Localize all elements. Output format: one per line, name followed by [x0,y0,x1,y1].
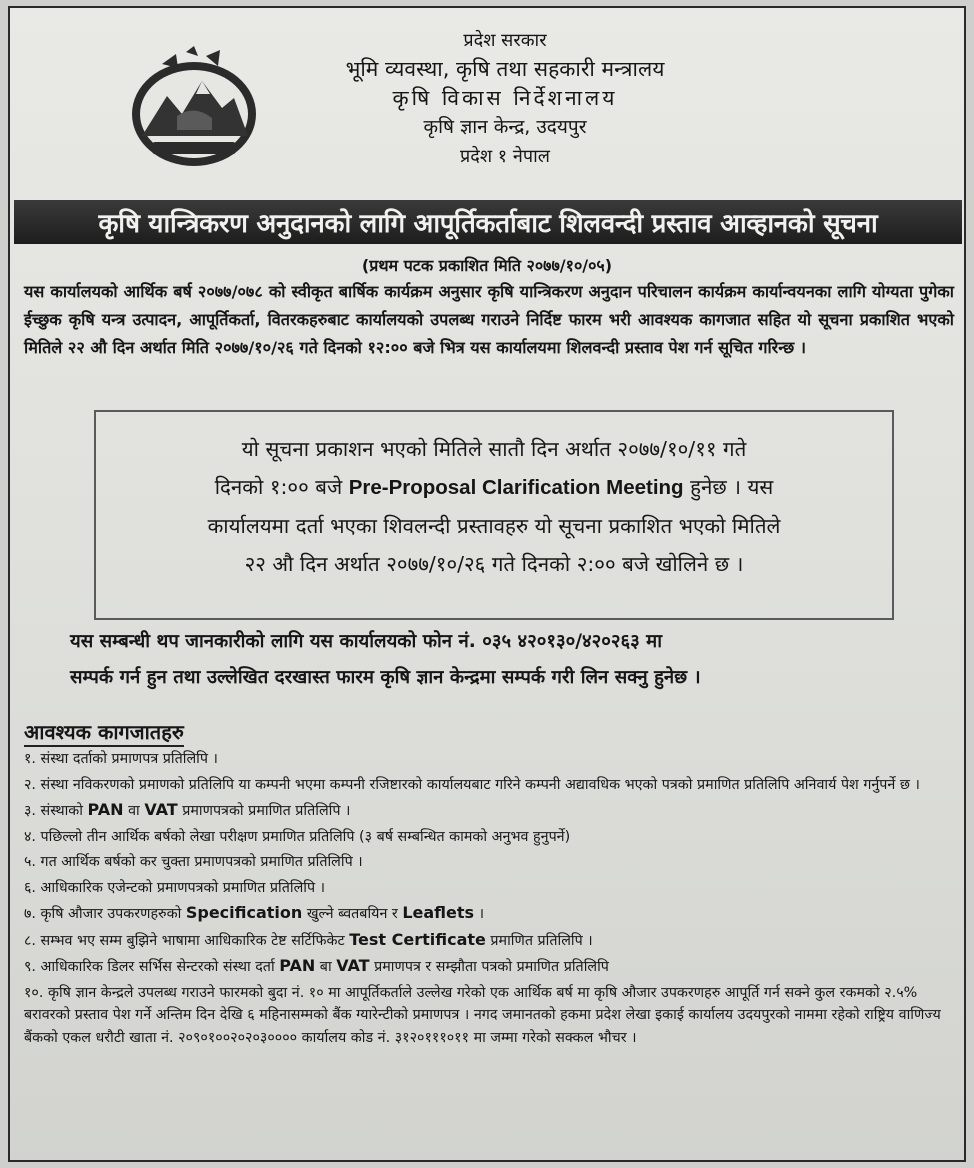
list-item-bold: Test Certificate [349,929,486,949]
intro-paragraph: यस कार्यालयको आर्थिक बर्ष २०७७/०७८ को स्वीकृत बार्षिक कार्यक्रम अनुसार कृषि यान्त्रिकरण अनुदान परिचालन कार्यक्रम कार्यान्वयनका लागि योग्यता पुगेका ईच्छुक कृषि यन्त्र उत्पादन, आपूर्तिकर्ता, वितरकहरुबाट कार्यालयको उपलब्ध गराउने निर्दिष्ट फारम भरी आवश्यक कागजात सहित यो सूचना प्रकाशित भएको मितिले २२ औ दिन अर्थात मिति २०७७/१०/२६ गते दिनको १२:०० बजे भित्र यस कार्यालयमा शिलवन्दी प्रस्ताव पेश गर्न सूचित गरिन्छ । [24,282,954,357]
documents-heading: आवश्यक कागजातहरु [24,718,184,747]
list-item-text: ७. कृषि औजार उपकरणहरुको [24,906,186,922]
contact-line-1: यस सम्बन्धी थप जानकारीको लागि यस कार्यालयको फोन नं. ०३५ ४२०१३०/४२०२६३ मा [70,631,663,652]
list-item [24,799,956,823]
meeting-line-2 [120,468,868,507]
list-item-bold: VAT [144,800,178,819]
directorate-name: कृषि विकास निर्देशनालय [392,86,618,110]
list-item: १. संस्था दर्ताको प्रमाणपत्र प्रतिलिपि । [24,751,218,767]
ministry-name: भूमि व्यवस्था, कृषि तथा सहकारी मन्त्रालय [345,57,665,81]
government-name: प्रदेश सरकार [463,30,547,51]
list-item-text: ३. संस्थाको [24,803,88,819]
published-date: (प्रथम पटक प्रकाशित मिति २०७७/१०/०५) [361,256,613,275]
documents-list [24,748,956,1052]
list-item: १०. कृषि ज्ञान केन्द्रले उपलब्ध गराउने फारमको बुदा नं. १० मा आपूर्तिकर्ताले उल्लेख गरेको एक आर्थिक बर्ष मा कृषि औजार उपकरणहरु आपूर्ति गर्न सक्ने कुल रकमको २.५% बरावरको प्रस्ताव पेश गर्ने अन्तिम दिन देखि ६ महिनासम्मको बैंक ग्यारेन्टीको प्रमाणपत्र । नगद जमानतको हकमा प्रदेश लेखा इकाई कार्यालय उदयपुरको नाममा रहेको राष्ट्रिय वाणिज्य बैंकको एकल धरौटी खाता नं. २०९०१००२०२०३०००० कार्यालय कोड नं. ३१२०१११०११ मा जम्मा गरेको सक्कल भौचर । [24,984,941,1046]
meeting-line-1: यो सूचना प्रकाशन भएको मितिले सातौ दिन अर्थात २०७७/१०/११ गते [241,437,747,461]
notice-title: कृषि यान्त्रिकरण अनुदानको लागि आपूर्तिकर्ताबाट शिलवन्दी प्रस्ताव आव्हानको सूचना [14,200,962,244]
list-item-bold: Specification [185,903,303,922]
list-item: २. संस्था नविकरणको प्रमाणको प्रतिलिपि या कम्पनी भएमा कम्पनी रजिष्टारको कार्यालयबाट गरिने कम्पनी अद्यावधिक भएको पत्रको प्रमाणित प्रतिलिपि अनिवार्य पेश गर्नुपर्ने छ । [24,776,920,793]
list-item-text: ९. आधिकारिक डिलर सर्भिस सेन्टरको संस्था दर्ता [24,959,280,975]
meeting-line-3: कार्यालयमा दर्ता भएका शिवलन्दी प्रस्तावहरु यो सूचना प्रकाशित भएको मितिले [207,514,781,538]
list-item-text: प्रमाणपत्र र सम्झौता पत्रको प्रमाणित प्रतिलिपि [369,959,609,975]
list-item [24,902,956,926]
nepal-emblem-logo [122,46,268,170]
meeting-info-box [94,410,894,620]
list-item-text: वा [123,803,145,819]
list-item-text: खुल्ने ब्वतबयिन र [302,906,403,922]
list-item: ४. पछिल्लो तीन आर्थिक बर्षको लेखा परीक्षण प्रमाणित प्रतिलिपि (३ बर्ष सम्बन्धित कामको अनुभव हुनुपर्ने) [24,828,571,845]
list-item-text: प्रमाणित प्रतिलिपि । [485,932,593,949]
list-item-bold: PAN [87,800,124,819]
list-item-bold: VAT [336,956,370,975]
notice-page [8,6,966,1162]
contact-line-2: सम्पर्क गर्न हुन तथा उल्लेखित दरखास्त फारम कृषि ज्ञान केन्द्रमा सम्पर्क गरी लिन सक्नु हुनेछ । [70,667,701,688]
list-item-bold: PAN [279,956,316,975]
list-item: ६. आधिकारिक एजेन्टको प्रमाणपत्रको प्रमाणित प्रतिलिपि । [24,879,326,896]
list-item-text: । [474,906,485,922]
meeting-name: Pre-Proposal Clarification Meeting [348,476,684,499]
province-name: प्रदेश १ नेपाल [460,146,550,167]
office-header [270,26,740,171]
meeting-line-4: २२ औ दिन अर्थात २०७७/१०/२६ गते दिनको २:०० बजे खोलिने छ । [244,552,744,576]
contact-info [70,624,910,696]
list-item [24,929,956,953]
list-item-text: बा [315,959,337,975]
meeting-line-2-post: हुनेछ । यस [683,475,774,499]
list-item: ५. गत आर्थिक बर्षको कर चुक्ता प्रमाणपत्रको प्रमाणित प्रतिलिपि । [24,854,363,870]
list-item-text: ८. सम्भव भए सम्म बुझिने भाषामा आधिकारिक टेष्ट सर्टिफिकेट [24,932,350,949]
list-item-bold: Leaflets [402,903,475,922]
center-name: कृषि ज्ञान केन्द्र, उदयपुर [423,116,587,138]
list-item [24,955,956,979]
list-item-text: प्रमाणपत्रको प्रमाणित प्रतिलिपि । [177,803,351,819]
meeting-line-2-pre: दिनको १:०० बजे [214,475,349,499]
